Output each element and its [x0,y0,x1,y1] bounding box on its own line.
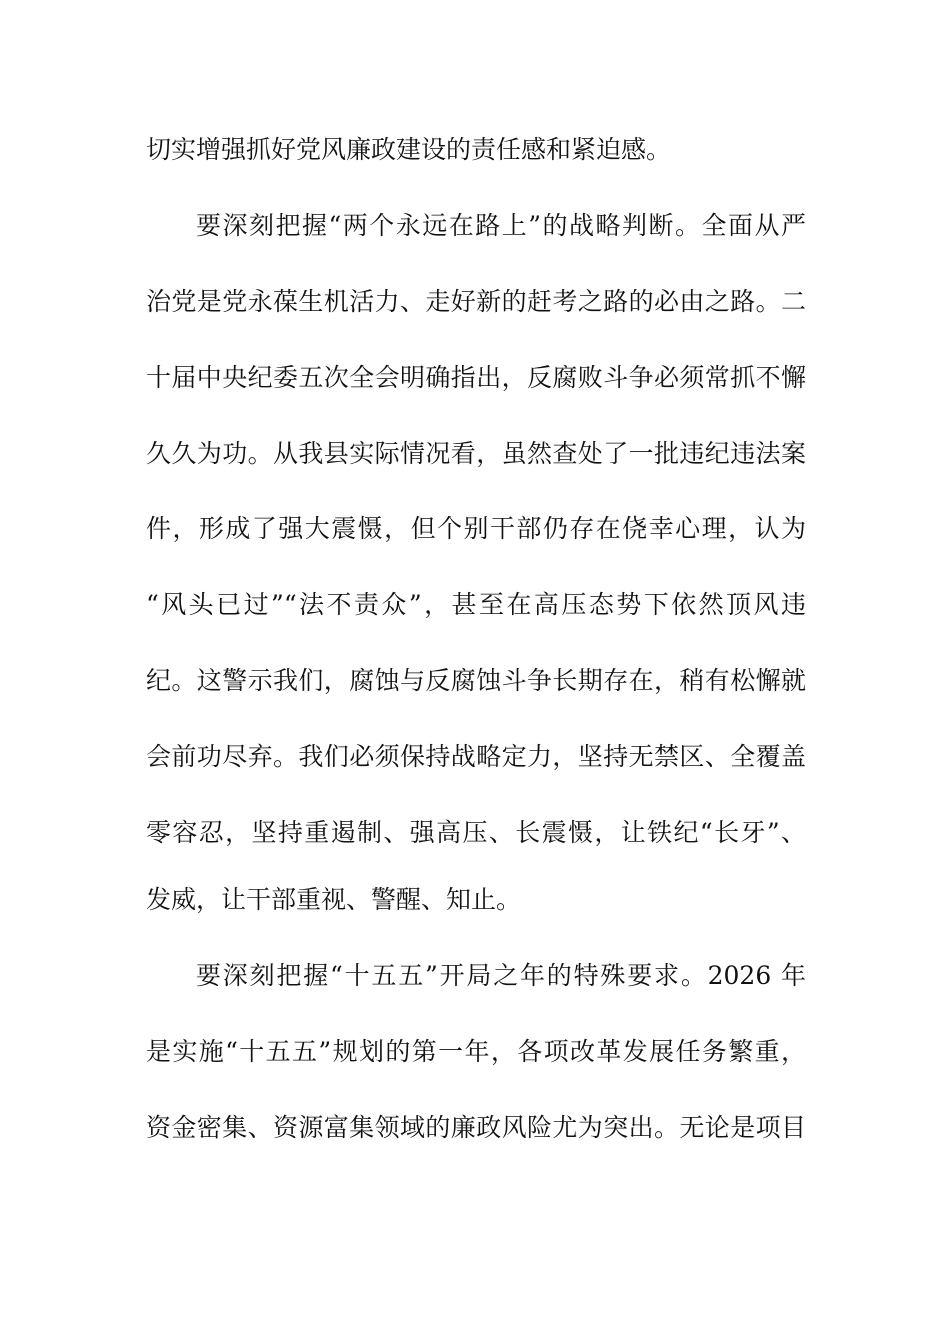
text-line: 切实增强抓好党风廉政建设的责任感和紧迫感。 [146,135,672,164]
text-line: 十届中央纪委五次全会明确指出，反腐败斗争必须常抓不懈 [146,363,806,392]
text-line: “风头已过”“法不责众”，甚至在高压态势下依然顶风违 [146,590,806,619]
text-line: 发威，让干部重视、警醒、知止。 [146,885,522,914]
text-line: 治党是党永葆生机活力、走好新的赶考之路的必由之路。二 [146,287,806,316]
text-line: 是实施“十五五”规划的第一年，各项改革发展任务繁重， [146,1037,806,1066]
text-line: 件，形成了强大震慑，但个别干部仍存在侥幸心理，认为 [146,514,806,543]
text-line: 资金密集、资源富集领域的廉政风险尤为突出。无论是项目 [146,1113,806,1142]
text-line: 纪。这警示我们，腐蚀与反腐蚀斗争长期存在，稍有松懈就 [146,666,806,695]
paragraph-start-line: 要深刻把握“十五五”开局之年的特殊要求。2026 年 [196,961,806,990]
text-line: 会前功尽弃。我们必须保持战略定力，坚持无禁区、全覆盖 [146,742,806,771]
text-line: 零容忍，坚持重遏制、强高压、长震慑，让铁纪“长牙”、 [146,818,806,847]
text-line: 久久为功。从我县实际情况看，虽然查处了一批违纪违法案 [146,439,806,468]
paragraph-start-line: 要深刻把握“两个永远在路上”的战略判断。全面从严 [196,211,806,240]
